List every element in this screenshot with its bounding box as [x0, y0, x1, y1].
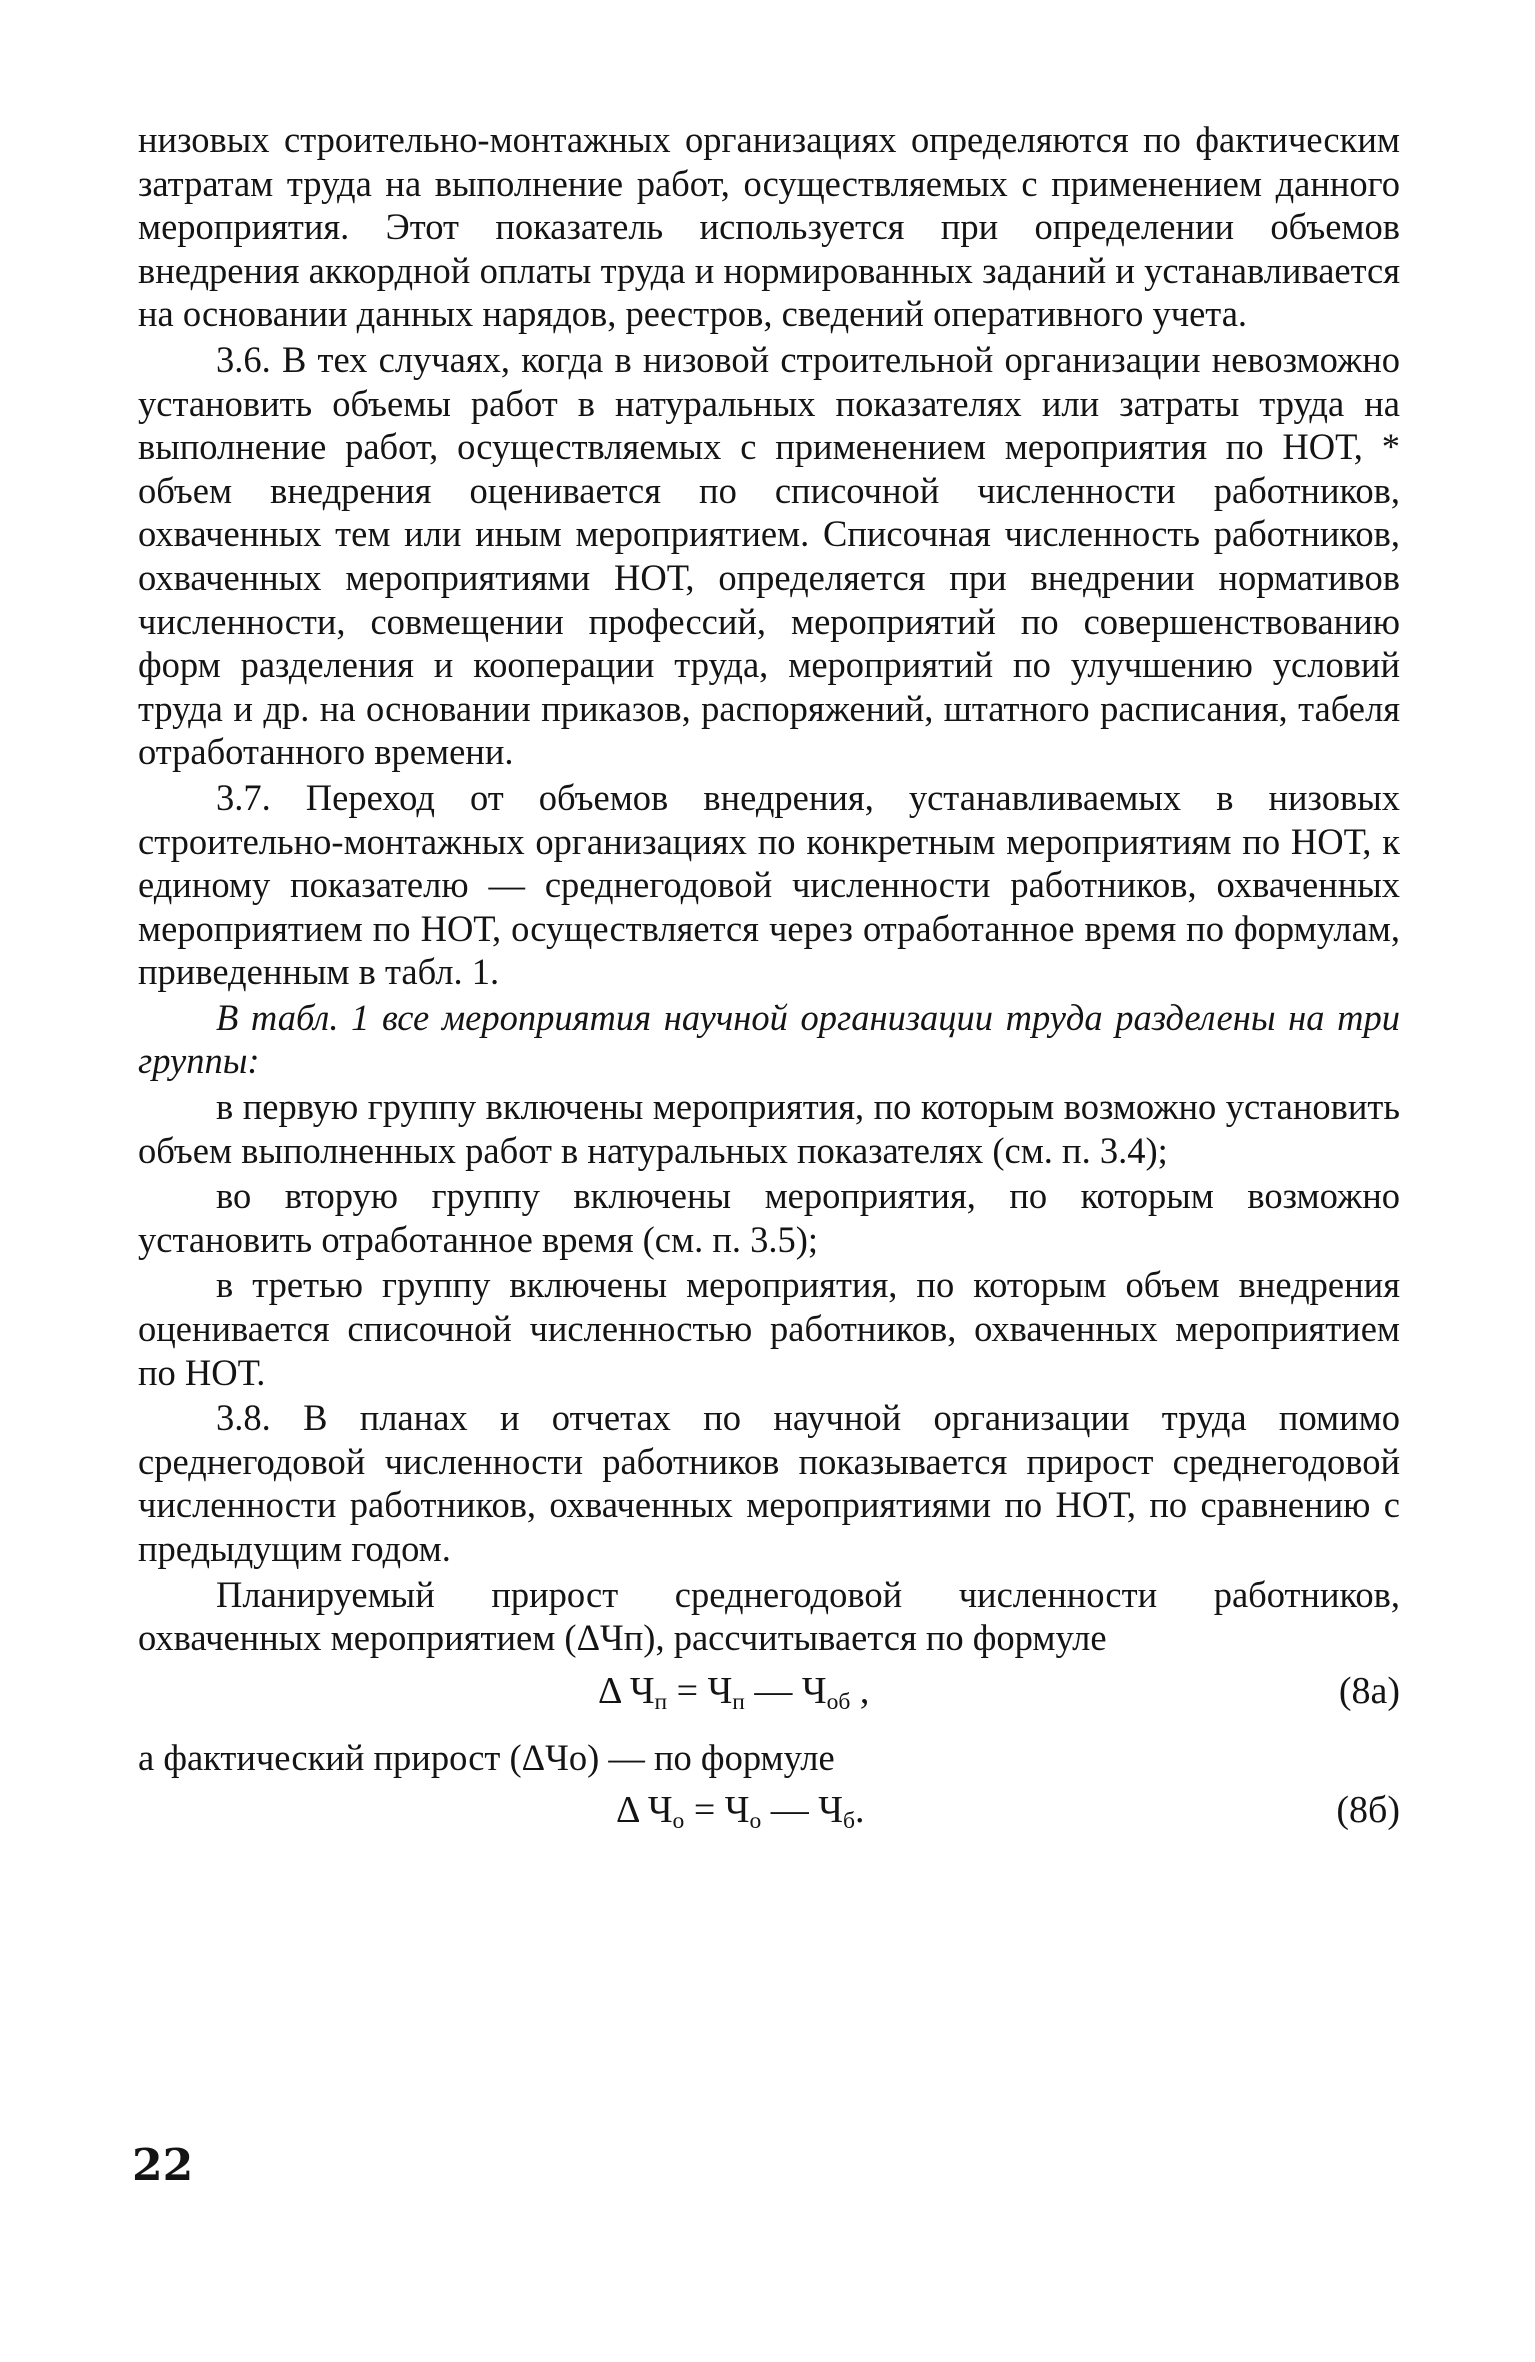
paragraph-group-1: в первую группу включены мероприятия, по которым возможно установить объем выполненных работ в натуральных показателях (см. п. 3.4);	[138, 1086, 1400, 1171]
actual-increase-intro: а фактический прирост (ΔЧо) — по формуле	[138, 1736, 835, 1778]
formula-8b-number: (8б)	[1336, 1789, 1400, 1832]
formula-8b	[616, 1789, 864, 1833]
formula-8a-rhs-sub: об	[826, 1688, 851, 1715]
formula-8b-rhs-sub: б	[842, 1808, 855, 1835]
formula-8b-lhs: Δ Ч	[616, 1789, 673, 1832]
body-text	[138, 118, 1400, 1849]
formula-8b-mid-sub: о	[749, 1808, 762, 1835]
formula-8a	[598, 1670, 869, 1714]
formula-8a-lhs-sub: п	[654, 1688, 668, 1715]
formula-8a-eq: = Ч	[667, 1669, 733, 1712]
paragraph-group-3: в третью группу включены мероприятия, по которым объем внедрения оценивается списочной численностью работников, охваченных мероприятием по НОТ.	[138, 1264, 1400, 1393]
paragraph-3-8: 3.8. В планах и отчетах по научной организации труда помимо среднегодовой численности работников показывается прирост среднегодовой численности работников, охваченных мероприятиями по НОТ, по сравнению с предыдущим годом.	[138, 1397, 1400, 1569]
paragraph-group-2: во вторую группу включены мероприятия, по которым возможно установить отработанное время (см. п. 3.5);	[138, 1175, 1400, 1260]
page-number: 22	[132, 2140, 194, 2191]
formula-8a-row	[138, 1670, 1400, 1730]
formula-8a-tail: ,	[850, 1669, 870, 1712]
paragraph-3-6: 3.6. В тех случаях, когда в низовой строительной организации невозможно установить объемы работ в натуральных показателях или затраты труда на выполнение работ, осуществляемых с применением мероприятия по НОТ, * объем внедрения оценивается по списочной численности работников, охваченных тем или иным мероприятием. Списочная численность работников, охваченных мероприятиями НОТ, определяется при внедрении нормативов численности, совмещении профессий, мероприятий по совершенствованию форм разделения и кооперации труда, мероприятий по улучшению условий труда и др. на основании приказов, распоряжений, штатного расписания, табеля отработанного времени.	[138, 338, 1400, 773]
paragraph-continuation: низовых строительно-монтажных организациях определяются по фактическим затратам труда на выполнение работ, осуществляемых с применением данного мероприятия. Этот показатель используется при определении объемов внедрения аккордной оплаты труда и нормированных заданий и устанавливается на основании данных нарядов, реестров, сведений оперативного учета.	[138, 119, 1400, 335]
formula-8b-lhs-sub: о	[672, 1808, 685, 1835]
paragraph-3-7: 3.7. Переход от объемов внедрения, устанавливаемых в низовых строительно-монтажных организациях по конкретным мероприятиям по НОТ, к единому показателю — среднегодовой численности работников, охваченных мероприятием по НОТ, осуществляется через отработанное время по формулам, приведенным в табл. 1.	[138, 776, 1400, 993]
paragraph-table-intro: В табл. 1 все мероприятия научной организации труда разделены на три группы:	[138, 996, 1400, 1082]
formula-8a-mid-sub: п	[732, 1688, 745, 1715]
formula-8b-tail: .	[854, 1789, 865, 1832]
formula-8b-row	[138, 1789, 1400, 1849]
formula-8b-rhs: — Ч	[761, 1789, 843, 1832]
formula-8b-eq: = Ч	[684, 1789, 750, 1832]
formula-8a-lhs: Δ Ч	[598, 1669, 655, 1712]
formula-8a-rhs: — Ч	[744, 1669, 827, 1712]
formula-8a-number: (8а)	[1338, 1669, 1400, 1712]
paragraph-planned-increase: Планируемый прирост среднегодовой численности работников, охваченных мероприятием (ΔЧп), рассчитывается по формуле	[138, 1573, 1400, 1659]
